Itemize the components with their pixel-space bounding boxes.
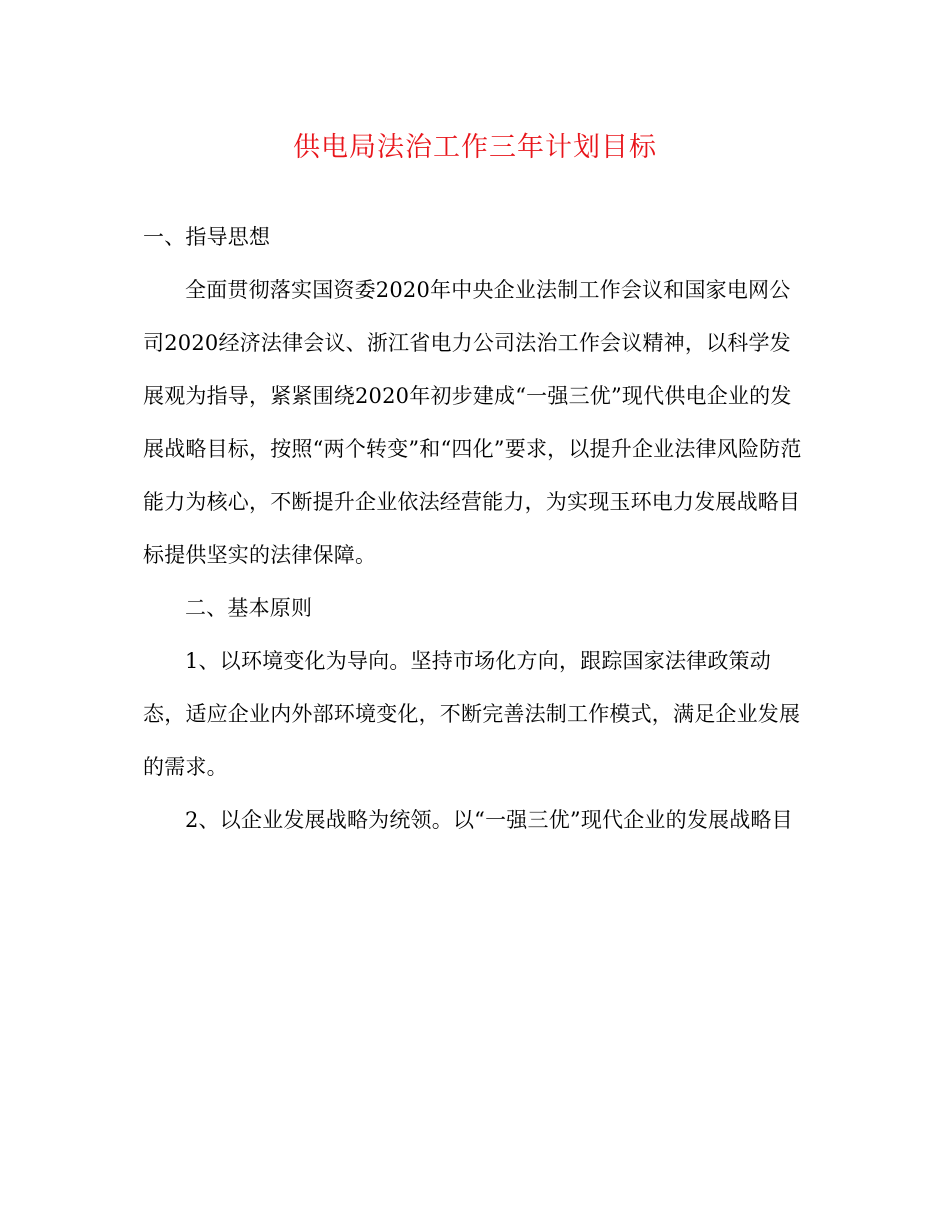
section-heading-basic-principles: 二、基本原则: [185, 596, 313, 620]
principle-item-2: 2、以企业发展战略为统领。以“一强三优”现代企业的发展战略目: [185, 808, 793, 832]
paragraph-guiding-ideology: 全面贯彻落实国资委2020年中央企业法制工作会议和国家电网公司2020经济法律会议、浙江省电力公司法治工作会议精神，以科学发展观为指导，紧紧围绕2020年初步建成“一强三优”现代供电企业的发展战略目标，按照“两个转变”和“四化”要求，以提升企业法律风险防范能力为核心，不断提升企业依法经营能力，为实现玉环电力发展战略目标提供坚实的法律保障。: [143, 278, 802, 567]
principle-item-1: 1、以环境变化为导向。坚持市场化方向，跟踪国家法律政策动态，适应企业内外部环境变化，不断完善法制工作模式，满足企业发展的需求。: [143, 649, 801, 779]
document-title: 供电局法治工作三年计划目标: [293, 132, 657, 163]
section-heading-guiding-ideology: 一、指导思想: [143, 225, 271, 249]
document-body: [143, 211, 811, 847]
